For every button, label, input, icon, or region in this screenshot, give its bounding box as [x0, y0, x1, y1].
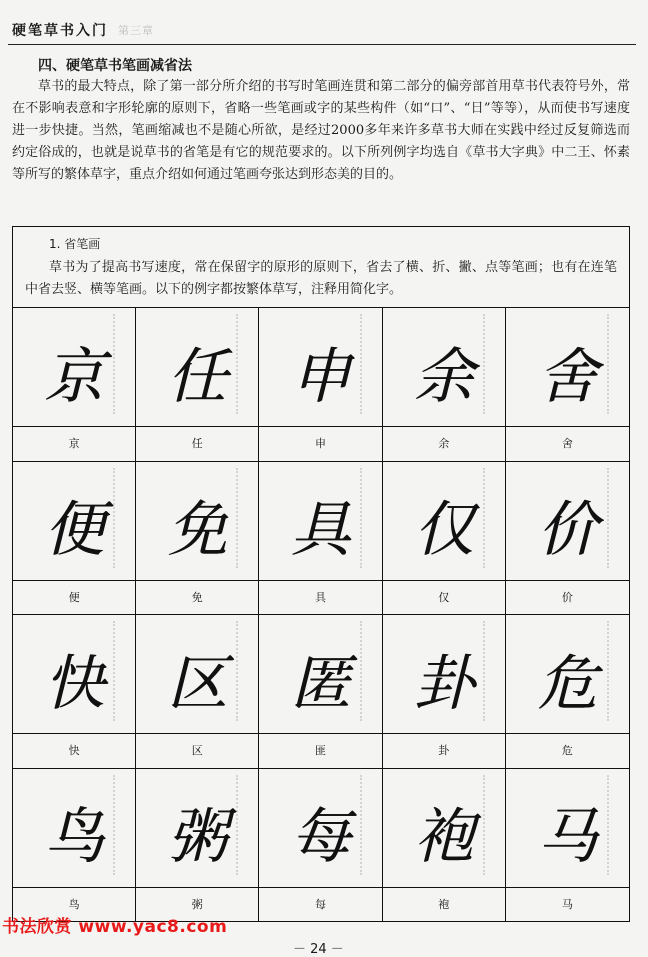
example-caption: 匪 [314, 744, 326, 758]
header-rule [8, 44, 636, 45]
glyph-area [259, 769, 381, 888]
glyph-area [136, 615, 258, 734]
cursive-glyph: 舍 [537, 341, 598, 412]
book-title: 硬笔草书入门 [12, 23, 108, 39]
glyph-area [259, 615, 381, 734]
cursive-glyph: 马 [537, 802, 598, 873]
example-caption: 价 [561, 590, 573, 604]
example-caption: 鸟 [68, 898, 80, 912]
glyph-area [13, 615, 135, 734]
ghost-calligraphy [360, 621, 376, 721]
example-cell [506, 308, 629, 462]
example-cell [136, 462, 259, 616]
example-cell [383, 769, 506, 923]
example-cell [259, 462, 382, 616]
subsection-title: 1. 省笔画 [49, 237, 101, 251]
example-caption: 任 [191, 437, 203, 451]
example-cell [506, 615, 629, 769]
intro-section [12, 56, 630, 186]
cursive-glyph: 每 [290, 802, 351, 873]
cursive-glyph: 危 [537, 648, 598, 719]
example-caption: 快 [68, 744, 80, 758]
cursive-glyph: 价 [537, 495, 598, 566]
example-cell [259, 769, 382, 923]
example-caption: 每 [314, 898, 326, 912]
ghost-calligraphy [607, 621, 623, 721]
glyph-area [136, 308, 258, 427]
ghost-calligraphy [483, 621, 499, 721]
ghost-calligraphy [607, 468, 623, 568]
ghost-calligraphy [360, 314, 376, 414]
site-watermark: 书法欣赏 www.yac8.com [2, 917, 228, 937]
section-title: 四、硬笔草书笔画减省法 [38, 58, 192, 74]
ghost-calligraphy [483, 314, 499, 414]
glyph-area [13, 462, 135, 581]
example-caption: 京 [68, 437, 80, 451]
example-caption: 粥 [191, 898, 203, 912]
example-caption: 余 [438, 437, 450, 451]
ghost-calligraphy [236, 468, 252, 568]
cursive-glyph: 匿 [290, 648, 351, 719]
ghost-calligraphy [236, 775, 252, 875]
example-cell [136, 308, 259, 462]
example-cell [383, 462, 506, 616]
ghost-calligraphy [483, 775, 499, 875]
example-cell [383, 308, 506, 462]
example-caption: 袍 [438, 898, 450, 912]
glyph-area [13, 308, 135, 427]
cursive-glyph: 仅 [413, 495, 474, 566]
glyph-area [383, 462, 505, 581]
page-header [0, 0, 648, 50]
cursive-glyph: 鸟 [44, 802, 105, 873]
example-cell [259, 615, 382, 769]
example-caption: 卦 [438, 744, 450, 758]
cursive-glyph: 袍 [413, 802, 474, 873]
glyph-area [136, 769, 258, 888]
example-cell [13, 462, 136, 616]
glyph-area [13, 769, 135, 888]
glyph-area [259, 308, 381, 427]
cursive-glyph: 任 [167, 341, 228, 412]
ghost-calligraphy [113, 314, 129, 414]
cursive-glyph: 便 [44, 495, 105, 566]
glyph-area [506, 462, 629, 581]
cursive-glyph: 免 [167, 495, 228, 566]
example-cell [383, 615, 506, 769]
example-caption: 区 [191, 744, 203, 758]
cursive-glyph: 京 [44, 341, 105, 412]
cursive-glyph: 卦 [413, 648, 474, 719]
glyph-area [506, 308, 629, 427]
example-caption: 具 [314, 590, 326, 604]
example-caption: 舍 [561, 437, 573, 451]
cursive-glyph: 快 [44, 648, 105, 719]
example-caption: 仅 [438, 590, 450, 604]
example-grid [13, 307, 629, 922]
example-cell [506, 462, 629, 616]
ghost-calligraphy [607, 314, 623, 414]
example-cell [136, 769, 259, 923]
example-cell [506, 769, 629, 923]
glyph-area [136, 462, 258, 581]
ghost-calligraphy [607, 775, 623, 875]
ghost-calligraphy [236, 314, 252, 414]
ghost-calligraphy [236, 621, 252, 721]
ghost-calligraphy [360, 775, 376, 875]
glyph-area [259, 462, 381, 581]
glyph-area [506, 769, 629, 888]
example-caption: 马 [561, 898, 573, 912]
chapter-label: 第三章 [118, 24, 154, 37]
cursive-glyph: 具 [290, 495, 351, 566]
cursive-glyph: 余 [413, 341, 474, 412]
example-cell [136, 615, 259, 769]
example-box [12, 226, 630, 922]
cursive-glyph: 粥 [167, 802, 228, 873]
cursive-glyph: 区 [167, 648, 228, 719]
example-cell [13, 769, 136, 923]
glyph-area [383, 769, 505, 888]
example-cell [259, 308, 382, 462]
page-number: － 24 － [293, 942, 344, 957]
ghost-calligraphy [483, 468, 499, 568]
glyph-area [383, 308, 505, 427]
example-caption: 便 [68, 590, 80, 604]
ghost-calligraphy [113, 621, 129, 721]
glyph-area [383, 615, 505, 734]
ghost-calligraphy [113, 775, 129, 875]
example-caption: 免 [191, 590, 203, 604]
example-cell [13, 308, 136, 462]
section-body: 草书的最大特点，除了第一部分所介绍的书写时笔画连贯和第二部分的偏旁部首用草书代表符号外，常在不影响表意和字形轮廓的原则下，省略一些笔画或字的某些构件（如“口”、“日”等等），从而使书写速度进一步快捷。当然，笔画缩减也不是随心所欲，是经过2000多年来许多草书大师在实践中经过反复筛选而约定俗成的，也就是说草书的省笔是有它的规范要求的。以下所列例字均选自《草书大字典》中二王、怀素等所写的繁体草字，重点介绍如何通过笔画夸张达到形态美的目的。 [12, 79, 630, 182]
example-cell [13, 615, 136, 769]
example-caption: 危 [561, 744, 573, 758]
ghost-calligraphy [113, 468, 129, 568]
glyph-area [506, 615, 629, 734]
cursive-glyph: 申 [290, 341, 351, 412]
subsection-body: 草书为了提高书写速度，常在保留字的原形的原则下，省去了横、折、撇、点等笔画；也有在连笔中省去竖、横等笔画。以下的例字都按繁体草写，注释用简化字。 [25, 260, 617, 297]
example-caption: 申 [314, 437, 326, 451]
ghost-calligraphy [360, 468, 376, 568]
